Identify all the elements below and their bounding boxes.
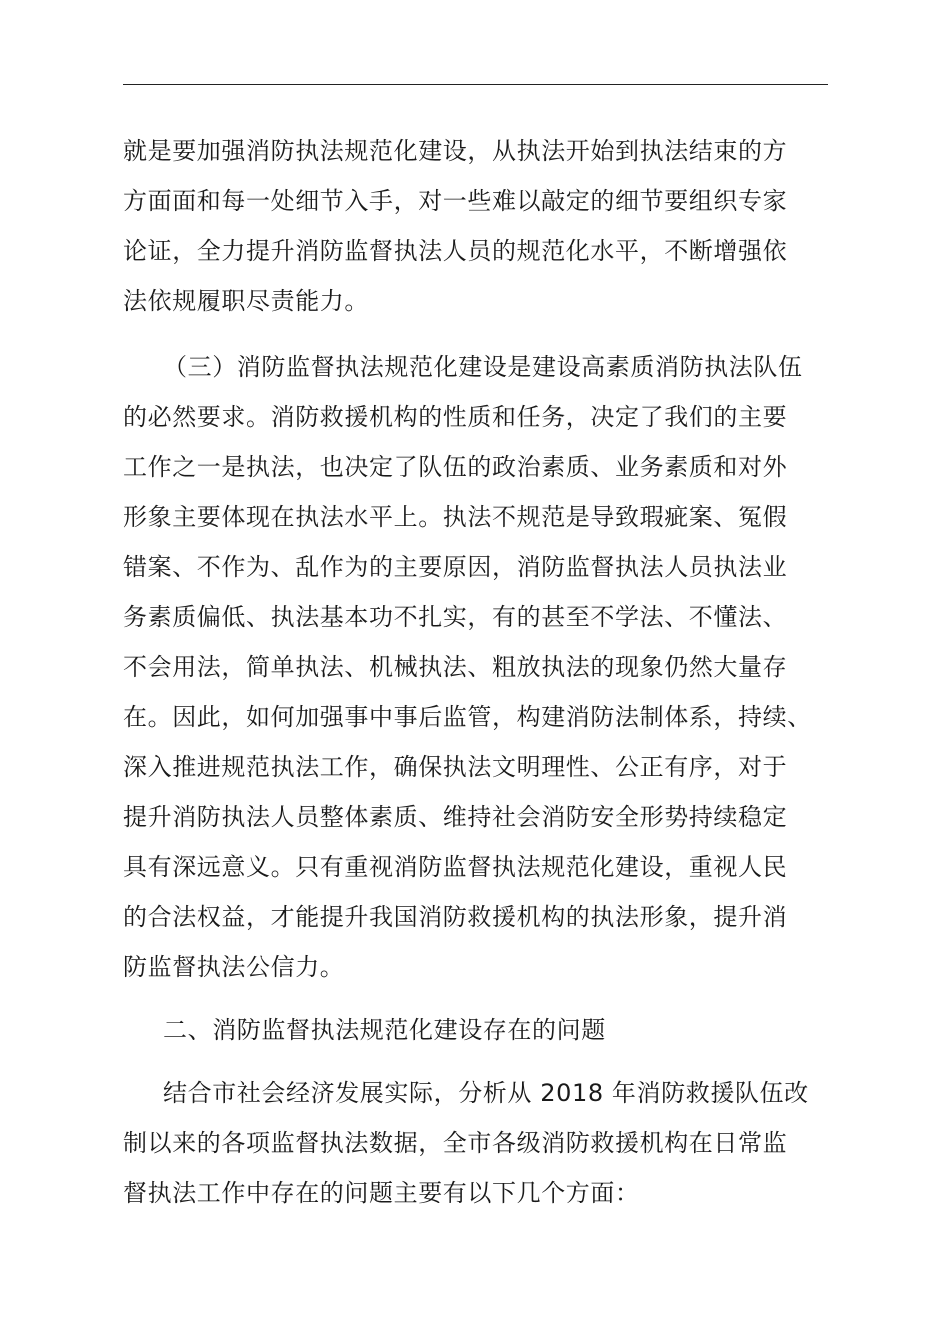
text-line: 在。因此，如何加强事中事后监管，构建消防法制体系，持续、 bbox=[123, 703, 812, 731]
text-line: 结合市社会经济发展实际，分析从 2018 年消防救援队伍改 bbox=[163, 1079, 809, 1107]
text-line: 错案、不作为、乱作为的主要原因，消防监督执法人员执法业 bbox=[123, 553, 788, 581]
text-line: 务素质偏低、执法基本功不扎实，有的甚至不学法、不懂法、 bbox=[123, 603, 788, 631]
text-line: 论证，全力提升消防监督执法人员的规范化水平，不断增强依 bbox=[123, 237, 788, 265]
text-line: 工作之一是执法，也决定了队伍的政治素质、业务素质和对外 bbox=[123, 453, 788, 481]
text-line: 制以来的各项监督执法数据，全市各级消防救援机构在日常监 bbox=[123, 1129, 788, 1157]
text-line: 形象主要体现在执法水平上。执法不规范是导致瑕疵案、冤假 bbox=[123, 503, 788, 531]
text-line: 的必然要求。消防救援机构的性质和任务，决定了我们的主要 bbox=[123, 403, 788, 431]
text-line: 提升消防执法人员整体素质、维持社会消防安全形势持续稳定 bbox=[123, 803, 788, 831]
section-heading bbox=[123, 1005, 828, 1055]
document-body bbox=[123, 126, 828, 1218]
text-line: 深入推进规范执法工作，确保执法文明理性、公正有序，对于 bbox=[123, 753, 788, 781]
heading-text: 二、消防监督执法规范化建设存在的问题 bbox=[163, 1016, 606, 1044]
text-line: 法依规履职尽责能力。 bbox=[123, 287, 369, 315]
text-line: 具有深远意义。只有重视消防监督执法规范化建设，重视人民 bbox=[123, 853, 788, 881]
text-line: 督执法工作中存在的问题主要有以下几个方面： bbox=[123, 1179, 640, 1207]
header-rule bbox=[123, 84, 828, 85]
text-line: 的合法权益，才能提升我国消防救援机构的执法形象，提升消 bbox=[123, 903, 788, 931]
paragraph-problems-intro bbox=[123, 1068, 828, 1218]
text-line: （三）消防监督执法规范化建设是建设高素质消防执法队伍 bbox=[163, 353, 803, 381]
paragraph-continuation bbox=[123, 126, 828, 326]
text-line: 不会用法，简单执法、机械执法、粗放执法的现象仍然大量存 bbox=[123, 653, 788, 681]
paragraph-section-three bbox=[123, 342, 828, 992]
text-line: 防监督执法公信力。 bbox=[123, 953, 345, 981]
text-line: 方面面和每一处细节入手，对一些难以敲定的细节要组织专家 bbox=[123, 187, 788, 215]
text-line: 就是要加强消防执法规范化建设，从执法开始到执法结束的方 bbox=[123, 137, 788, 165]
